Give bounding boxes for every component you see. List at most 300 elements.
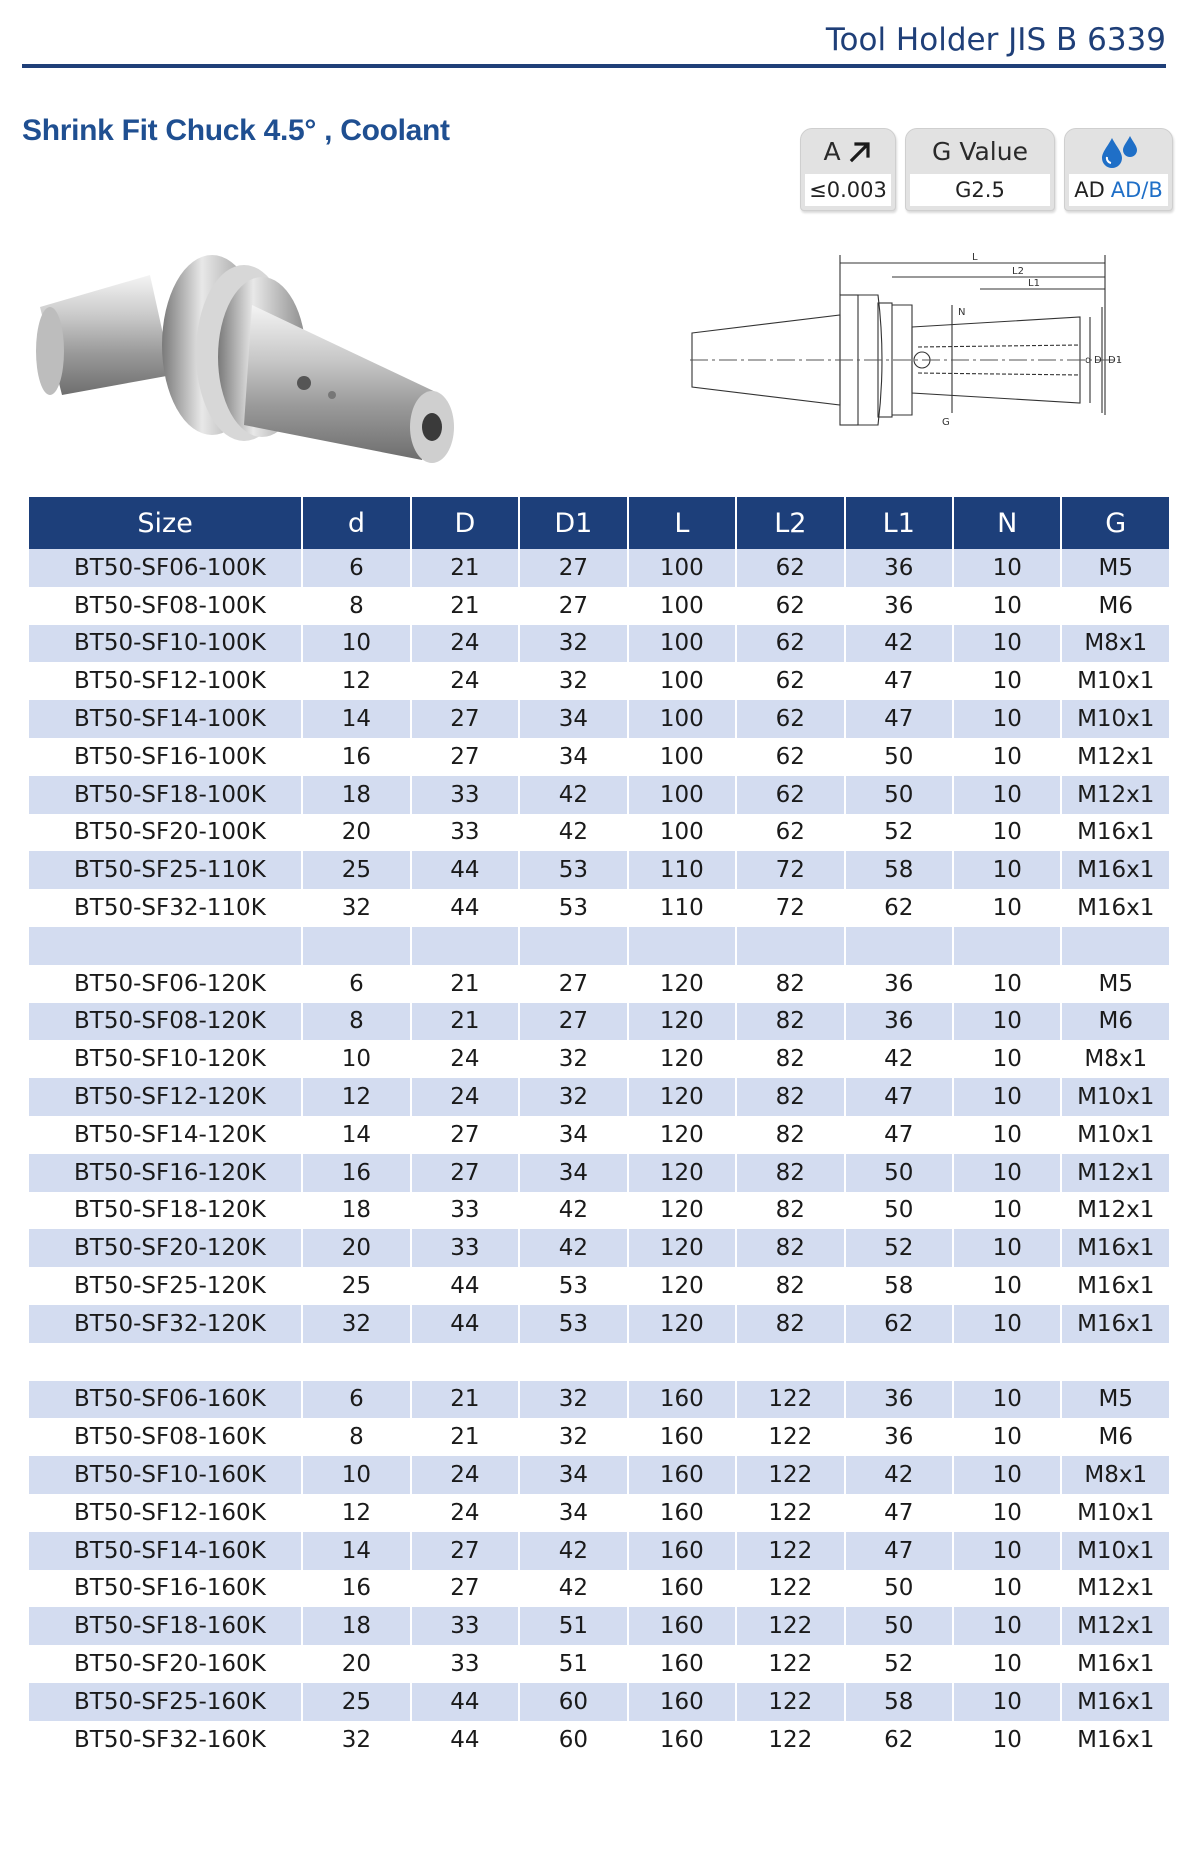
cell-d: 12 bbox=[341, 668, 372, 695]
column-header-D1: D1 bbox=[520, 497, 626, 549]
spacer-cell bbox=[629, 927, 735, 965]
spec-table bbox=[27, 497, 1171, 1759]
table-row bbox=[29, 851, 1169, 889]
cell-l: 100 bbox=[659, 819, 704, 846]
cell-g: M16x1 bbox=[1062, 1305, 1169, 1343]
table-body bbox=[29, 549, 1169, 1759]
table-row bbox=[29, 1607, 1169, 1645]
cell-d: 20 bbox=[341, 819, 372, 846]
cell-l: 120 bbox=[659, 1273, 704, 1300]
cell-g: M10x1 bbox=[1077, 668, 1155, 695]
cell-d: 20 bbox=[303, 1229, 409, 1267]
cell-size: BT50-SF12-100K bbox=[74, 668, 266, 695]
cell-l2: 82 bbox=[737, 1078, 843, 1116]
cell-d1: 27 bbox=[520, 1003, 626, 1041]
cell-n: 10 bbox=[992, 1575, 1022, 1602]
cell-g: M16x1 bbox=[1077, 895, 1155, 922]
cell-g: M10x1 bbox=[1062, 1532, 1169, 1570]
cell-d: 44 bbox=[450, 1726, 480, 1753]
cell-size: BT50-SF10-100K bbox=[29, 625, 301, 663]
cell-d: 18 bbox=[303, 776, 409, 814]
cell-l1: 47 bbox=[884, 1499, 914, 1526]
spacer-cell bbox=[1062, 927, 1169, 965]
cell-size: BT50-SF18-120K bbox=[74, 1197, 266, 1224]
cell-size: BT50-SF10-120K bbox=[74, 1046, 266, 1073]
column-header-D: D bbox=[412, 497, 518, 549]
cell-l: 160 bbox=[659, 1575, 704, 1602]
cell-n: 10 bbox=[992, 1197, 1022, 1224]
column-header-L1: L1 bbox=[846, 497, 952, 549]
cell-d: 33 bbox=[412, 776, 518, 814]
cell-l: 100 bbox=[659, 743, 704, 770]
cell-d: 21 bbox=[450, 1424, 480, 1451]
cell-size: BT50-SF14-100K bbox=[29, 700, 301, 738]
cell-size: BT50-SF08-100K bbox=[74, 592, 266, 619]
spacer-cell bbox=[846, 1343, 952, 1381]
column-header-N: N bbox=[954, 497, 1060, 549]
balance-label: G Value bbox=[932, 137, 1028, 166]
cell-l1: 36 bbox=[846, 1381, 952, 1419]
table-row bbox=[29, 587, 1169, 625]
cell-d: 8 bbox=[349, 592, 364, 619]
cell-g: M10x1 bbox=[1062, 700, 1169, 738]
cell-d: 21 bbox=[412, 1381, 518, 1419]
cell-d: 24 bbox=[412, 1078, 518, 1116]
cell-l1: 50 bbox=[884, 743, 914, 770]
cell-l: 160 bbox=[659, 1726, 704, 1753]
cell-g: M8x1 bbox=[1062, 1456, 1169, 1494]
cell-l: 120 bbox=[659, 1046, 704, 1073]
cell-l1: 47 bbox=[884, 668, 914, 695]
cell-d: 8 bbox=[303, 1003, 409, 1041]
cell-l: 160 bbox=[629, 1532, 735, 1570]
cell-size: BT50-SF16-160K bbox=[74, 1575, 266, 1602]
cell-size: BT50-SF08-120K bbox=[29, 1003, 301, 1041]
cell-l2: 82 bbox=[775, 1046, 805, 1073]
header-divider bbox=[22, 64, 1166, 68]
cell-d1: 32 bbox=[558, 668, 589, 695]
cell-g: M8x1 bbox=[1084, 1046, 1148, 1073]
cell-d1: 34 bbox=[558, 1499, 589, 1526]
cell-n: 10 bbox=[992, 1046, 1022, 1073]
spacer-cell bbox=[846, 927, 952, 965]
cell-d1: 34 bbox=[558, 1121, 589, 1148]
cell-d1: 27 bbox=[558, 970, 589, 997]
cell-l1: 58 bbox=[846, 851, 952, 889]
cell-n: 10 bbox=[992, 1121, 1022, 1148]
table-row bbox=[29, 738, 1169, 776]
page-header-title: Tool Holder JIS B 6339 bbox=[825, 22, 1166, 58]
cell-l2: 62 bbox=[775, 743, 805, 770]
cell-l1: 50 bbox=[846, 776, 952, 814]
cell-l: 160 bbox=[629, 1381, 735, 1419]
cell-l1: 62 bbox=[846, 1305, 952, 1343]
cell-l1: 50 bbox=[846, 1154, 952, 1192]
cell-d: 6 bbox=[349, 970, 364, 997]
table-row bbox=[29, 965, 1169, 1003]
cell-d1: 32 bbox=[520, 1381, 626, 1419]
table-row bbox=[29, 662, 1169, 700]
cell-d: 14 bbox=[341, 1121, 372, 1148]
cell-size: BT50-SF14-160K bbox=[29, 1532, 301, 1570]
cell-g: M12x1 bbox=[1077, 1197, 1155, 1224]
cell-l2: 62 bbox=[775, 819, 805, 846]
cell-l2: 122 bbox=[737, 1456, 843, 1494]
cell-l1: 36 bbox=[884, 1424, 914, 1451]
product-title: Shrink Fit Chuck 4.5° , Coolant bbox=[22, 114, 450, 147]
cell-size: BT50-SF10-160K bbox=[29, 1456, 301, 1494]
cell-l1: 62 bbox=[884, 895, 914, 922]
cell-g: M16x1 bbox=[1062, 1683, 1169, 1721]
balance-value: G2.5 bbox=[910, 174, 1050, 206]
cell-g: M10x1 bbox=[1077, 1499, 1155, 1526]
cell-d1: 53 bbox=[520, 851, 626, 889]
cell-d: 21 bbox=[412, 549, 518, 587]
coolant-badge bbox=[1064, 128, 1173, 211]
spacer-cell bbox=[303, 1343, 409, 1381]
cell-l1: 47 bbox=[846, 1078, 952, 1116]
runout-arrow-icon bbox=[847, 139, 873, 165]
cell-l: 120 bbox=[629, 1229, 735, 1267]
cell-n: 10 bbox=[954, 549, 1060, 587]
cell-n: 10 bbox=[954, 1532, 1060, 1570]
cell-d: 44 bbox=[412, 1683, 518, 1721]
cell-n: 10 bbox=[954, 1154, 1060, 1192]
cell-l: 120 bbox=[659, 1197, 704, 1224]
cell-n: 10 bbox=[992, 1651, 1022, 1677]
cell-d1: 32 bbox=[520, 1078, 626, 1116]
table-row bbox=[29, 1683, 1169, 1721]
cell-n: 10 bbox=[992, 668, 1022, 695]
table-row bbox=[29, 1381, 1169, 1419]
cell-l: 100 bbox=[629, 625, 735, 663]
cell-size: BT50-SF20-120K bbox=[29, 1229, 301, 1267]
cell-l1: 52 bbox=[884, 1651, 914, 1677]
cell-g: M16x1 bbox=[1077, 1273, 1155, 1300]
cell-d: 21 bbox=[412, 1003, 518, 1041]
cell-d: 44 bbox=[450, 1273, 480, 1300]
cell-l1: 42 bbox=[884, 1046, 914, 1073]
cell-d: 33 bbox=[450, 1197, 480, 1224]
cell-n: 10 bbox=[954, 1381, 1060, 1419]
cell-d: 32 bbox=[303, 1305, 409, 1343]
cell-l2: 72 bbox=[737, 851, 843, 889]
table-row bbox=[29, 625, 1169, 663]
cell-n: 10 bbox=[992, 743, 1022, 770]
technical-drawing bbox=[690, 245, 1180, 470]
cell-g: M12x1 bbox=[1077, 743, 1155, 770]
cell-n: 10 bbox=[954, 776, 1060, 814]
cell-d1: 34 bbox=[520, 1456, 626, 1494]
table-row bbox=[29, 1267, 1169, 1305]
cell-g: M12x1 bbox=[1062, 1154, 1169, 1192]
cell-l: 100 bbox=[629, 549, 735, 587]
cell-g: M12x1 bbox=[1062, 776, 1169, 814]
cell-d1: 27 bbox=[558, 592, 589, 619]
cell-n: 10 bbox=[954, 1305, 1060, 1343]
cell-d: 14 bbox=[303, 700, 409, 738]
table-header-row bbox=[29, 497, 1169, 549]
cell-g: M5 bbox=[1062, 549, 1169, 587]
spacer-cell bbox=[520, 1343, 626, 1381]
spacer-cell bbox=[29, 927, 301, 965]
cell-d: 25 bbox=[303, 851, 409, 889]
cell-n: 10 bbox=[992, 592, 1022, 619]
cell-g: M16x1 bbox=[1077, 1651, 1155, 1677]
cell-l: 160 bbox=[659, 1424, 704, 1451]
cell-l1: 36 bbox=[846, 1003, 952, 1041]
cell-d: 27 bbox=[450, 1121, 480, 1148]
cell-l1: 36 bbox=[846, 549, 952, 587]
cell-size: BT50-SF32-110K bbox=[74, 895, 266, 922]
table-row bbox=[29, 1192, 1169, 1230]
cell-l1: 47 bbox=[884, 1121, 914, 1148]
cell-l2: 122 bbox=[768, 1424, 813, 1451]
cell-n: 10 bbox=[954, 1078, 1060, 1116]
dim-D-label: D bbox=[1094, 355, 1102, 366]
cell-d: 6 bbox=[303, 549, 409, 587]
spacer-cell bbox=[737, 1343, 843, 1381]
cell-l2: 122 bbox=[737, 1607, 843, 1645]
cell-d: 16 bbox=[303, 1154, 409, 1192]
cell-n: 10 bbox=[954, 1683, 1060, 1721]
spacer-cell bbox=[737, 927, 843, 965]
cell-size: BT50-SF32-120K bbox=[29, 1305, 301, 1343]
cell-d: 24 bbox=[450, 1046, 480, 1073]
cell-d: 27 bbox=[450, 743, 480, 770]
cell-size: BT50-SF16-120K bbox=[29, 1154, 301, 1192]
table-row bbox=[29, 1645, 1169, 1683]
cell-l1: 52 bbox=[884, 819, 914, 846]
cell-l2: 62 bbox=[737, 625, 843, 663]
column-header-G: G bbox=[1062, 497, 1169, 549]
cell-d: 27 bbox=[412, 700, 518, 738]
cell-g: M8x1 bbox=[1062, 625, 1169, 663]
cell-l1: 52 bbox=[846, 1229, 952, 1267]
cell-d: 25 bbox=[341, 1273, 372, 1300]
cell-l1: 47 bbox=[846, 700, 952, 738]
cell-d1: 51 bbox=[558, 1651, 589, 1677]
spacer-cell bbox=[520, 927, 626, 965]
table-row bbox=[29, 1721, 1169, 1759]
cell-l2: 82 bbox=[737, 1003, 843, 1041]
cell-d: 24 bbox=[450, 1499, 480, 1526]
cell-d: 18 bbox=[341, 1197, 372, 1224]
cell-l2: 62 bbox=[775, 668, 805, 695]
spacer-cell bbox=[1062, 1343, 1169, 1381]
cell-size: BT50-SF12-160K bbox=[74, 1499, 266, 1526]
cell-size: BT50-SF25-160K bbox=[29, 1683, 301, 1721]
table-row bbox=[29, 1078, 1169, 1116]
coolant-adb-label: AD/B bbox=[1110, 178, 1163, 202]
cell-l1: 58 bbox=[846, 1683, 952, 1721]
cell-d: 33 bbox=[450, 1651, 480, 1677]
spacer-cell bbox=[954, 1343, 1060, 1381]
column-header-d: d bbox=[303, 497, 409, 549]
cell-l2: 62 bbox=[775, 592, 805, 619]
cell-l1: 42 bbox=[846, 625, 952, 663]
cell-d1: 42 bbox=[558, 1575, 589, 1602]
cell-g: M10x1 bbox=[1062, 1078, 1169, 1116]
cell-size: BT50-SF06-100K bbox=[29, 549, 301, 587]
cell-n: 10 bbox=[992, 1499, 1022, 1526]
cell-l2: 122 bbox=[768, 1651, 813, 1677]
dim-G-label: G bbox=[942, 417, 950, 428]
cell-d: 14 bbox=[303, 1532, 409, 1570]
cell-d: 27 bbox=[450, 1575, 480, 1602]
cell-l: 120 bbox=[629, 1305, 735, 1343]
cell-l: 100 bbox=[629, 700, 735, 738]
cell-l2: 62 bbox=[737, 776, 843, 814]
table-row bbox=[29, 1040, 1169, 1078]
spacer-cell bbox=[412, 1343, 518, 1381]
runout-value: ≤0.003 bbox=[805, 174, 891, 206]
cell-d: 8 bbox=[349, 1424, 364, 1451]
cell-n: 10 bbox=[954, 851, 1060, 889]
cell-l2: 82 bbox=[737, 1229, 843, 1267]
cell-d: 44 bbox=[450, 895, 480, 922]
cell-size: BT50-SF25-110K bbox=[29, 851, 301, 889]
cell-g: M5 bbox=[1062, 1381, 1169, 1419]
cell-l: 110 bbox=[629, 851, 735, 889]
cell-l2: 122 bbox=[768, 1726, 813, 1753]
table-row bbox=[29, 700, 1169, 738]
cell-d: 33 bbox=[412, 1229, 518, 1267]
cell-d: 10 bbox=[303, 625, 409, 663]
cell-d1: 53 bbox=[520, 1305, 626, 1343]
cell-l2: 72 bbox=[775, 895, 805, 922]
spacer-cell bbox=[629, 1343, 735, 1381]
cell-l2: 122 bbox=[737, 1683, 843, 1721]
cell-l2: 82 bbox=[775, 1273, 805, 1300]
cell-d: 16 bbox=[341, 1575, 372, 1602]
cell-size: BT50-SF08-160K bbox=[74, 1424, 266, 1451]
coolant-drops-icon bbox=[1097, 134, 1141, 170]
table-row bbox=[29, 1229, 1169, 1267]
cell-g: M12x1 bbox=[1062, 1607, 1169, 1645]
column-header-size: Size bbox=[29, 497, 301, 549]
group-spacer-row bbox=[29, 1343, 1169, 1381]
cell-l: 160 bbox=[629, 1607, 735, 1645]
cell-size: BT50-SF18-160K bbox=[29, 1607, 301, 1645]
cell-n: 10 bbox=[954, 700, 1060, 738]
cell-d1: 51 bbox=[520, 1607, 626, 1645]
table-row bbox=[29, 1003, 1169, 1041]
dim-N-label: N bbox=[958, 307, 966, 318]
dim-L-label: L bbox=[972, 252, 978, 263]
cell-d: 24 bbox=[450, 668, 480, 695]
column-header-L: L bbox=[629, 497, 735, 549]
cell-d: 10 bbox=[303, 1456, 409, 1494]
group-spacer-row bbox=[29, 927, 1169, 965]
cell-l1: 50 bbox=[846, 1607, 952, 1645]
table-row bbox=[29, 1116, 1169, 1154]
table-row bbox=[29, 1154, 1169, 1192]
table-row bbox=[29, 1570, 1169, 1608]
table-row bbox=[29, 1494, 1169, 1532]
cell-size: BT50-SF14-120K bbox=[74, 1121, 266, 1148]
cell-n: 10 bbox=[992, 1726, 1022, 1753]
balance-badge bbox=[905, 128, 1055, 211]
cell-l: 100 bbox=[659, 592, 704, 619]
cell-g: M16x1 bbox=[1062, 1229, 1169, 1267]
cell-n: 10 bbox=[954, 1456, 1060, 1494]
cell-g: M16x1 bbox=[1077, 819, 1155, 846]
cell-l: 120 bbox=[629, 1154, 735, 1192]
cell-n: 10 bbox=[992, 970, 1022, 997]
cell-l2: 122 bbox=[768, 1575, 813, 1602]
cell-l2: 82 bbox=[775, 1197, 805, 1224]
cell-n: 10 bbox=[954, 1229, 1060, 1267]
cell-l2: 62 bbox=[737, 700, 843, 738]
cell-l2: 82 bbox=[737, 1154, 843, 1192]
cell-d: 12 bbox=[341, 1499, 372, 1526]
cell-d1: 42 bbox=[558, 819, 589, 846]
table-row bbox=[29, 1532, 1169, 1570]
cell-l: 160 bbox=[659, 1651, 704, 1677]
cell-d1: 27 bbox=[520, 549, 626, 587]
cell-d: 44 bbox=[412, 1305, 518, 1343]
cell-l1: 36 bbox=[884, 970, 914, 997]
cell-d: 18 bbox=[303, 1607, 409, 1645]
cell-size: BT50-SF06-160K bbox=[29, 1381, 301, 1419]
table-row bbox=[29, 776, 1169, 814]
cell-l: 120 bbox=[659, 1121, 704, 1148]
column-header-L2: L2 bbox=[737, 497, 843, 549]
cell-n: 10 bbox=[954, 1607, 1060, 1645]
cell-d: 32 bbox=[341, 1726, 372, 1753]
spacer-cell bbox=[954, 927, 1060, 965]
cell-d1: 34 bbox=[558, 743, 589, 770]
cell-l: 120 bbox=[629, 1078, 735, 1116]
spacer-cell bbox=[303, 927, 409, 965]
spacer-cell bbox=[412, 927, 518, 965]
cell-d1: 34 bbox=[520, 1154, 626, 1192]
coolant-ad-label: AD bbox=[1074, 178, 1105, 202]
cell-d: 25 bbox=[303, 1683, 409, 1721]
cell-d: 44 bbox=[412, 851, 518, 889]
cell-g: M6 bbox=[1062, 1003, 1169, 1041]
cell-l: 120 bbox=[629, 1003, 735, 1041]
cell-n: 10 bbox=[954, 1003, 1060, 1041]
table-row bbox=[29, 549, 1169, 587]
cell-d: 12 bbox=[303, 1078, 409, 1116]
cell-l: 160 bbox=[629, 1456, 735, 1494]
cell-n: 10 bbox=[992, 1273, 1022, 1300]
cell-d: 24 bbox=[412, 625, 518, 663]
cell-d: 21 bbox=[450, 970, 480, 997]
dim-d-label: d bbox=[1085, 355, 1092, 366]
cell-d: 10 bbox=[341, 1046, 372, 1073]
dim-D1-label: D1 bbox=[1108, 355, 1123, 366]
cell-n: 10 bbox=[954, 625, 1060, 663]
cell-l2: 82 bbox=[775, 970, 805, 997]
cell-l1: 42 bbox=[846, 1456, 952, 1494]
cell-size: BT50-SF16-100K bbox=[74, 743, 266, 770]
cell-l2: 122 bbox=[737, 1381, 843, 1419]
cell-d1: 53 bbox=[558, 895, 589, 922]
cell-d1: 32 bbox=[558, 1424, 589, 1451]
cell-d: 33 bbox=[412, 1607, 518, 1645]
cell-d1: 34 bbox=[520, 700, 626, 738]
cell-l2: 62 bbox=[737, 549, 843, 587]
cell-d1: 42 bbox=[520, 1229, 626, 1267]
table-row bbox=[29, 889, 1169, 927]
cell-l1: 50 bbox=[884, 1575, 914, 1602]
cell-size: BT50-SF20-160K bbox=[74, 1651, 266, 1677]
cell-d1: 32 bbox=[558, 1046, 589, 1073]
cell-size: BT50-SF12-120K bbox=[29, 1078, 301, 1116]
